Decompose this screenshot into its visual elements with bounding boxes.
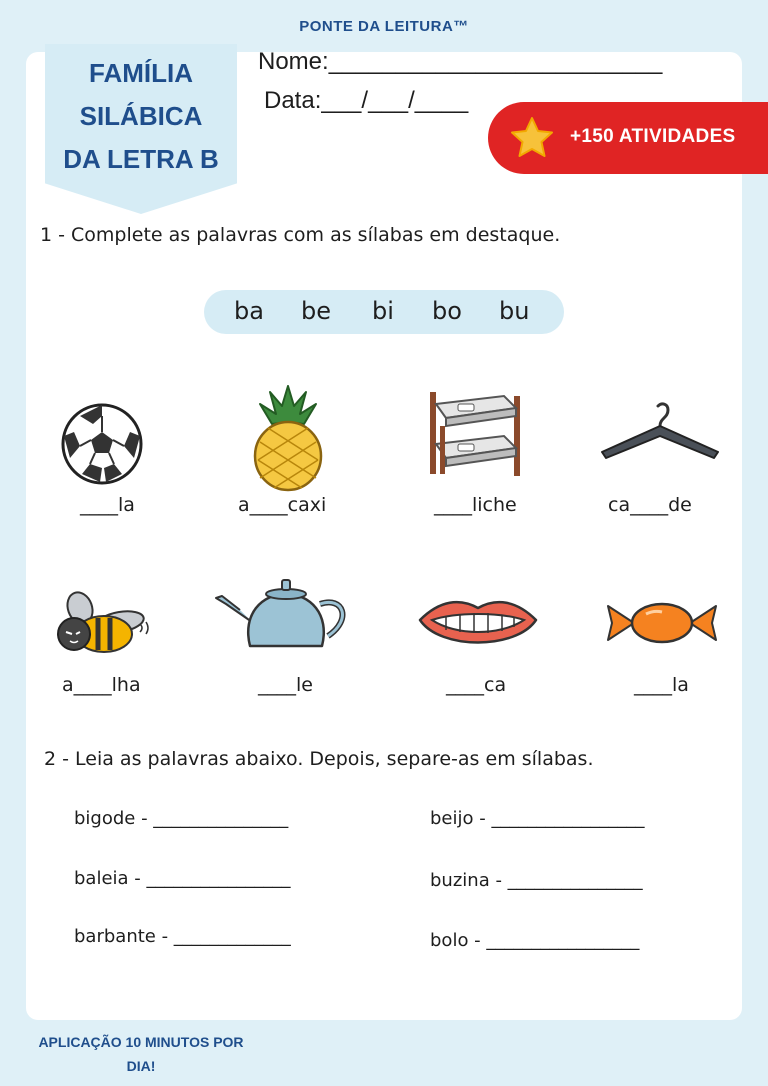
question-2-prompt: 2 - Leia as palavras abaixo. Depois, separe-as em sílabas. — [44, 748, 594, 770]
syllable-split-4[interactable]: buzina - _______________ — [430, 870, 643, 891]
footer-line-1: APLICAÇÃO 10 MINUTOS POR — [38, 1034, 244, 1050]
word-blank-7[interactable]: ____ca — [446, 674, 507, 696]
word-blank-8[interactable]: ____la — [634, 674, 689, 696]
bunk-bed-icon — [424, 386, 528, 478]
name-field[interactable]: Nome:_________________________ — [258, 48, 663, 75]
worksheet-title — [45, 52, 237, 181]
promo-label: +150 ATIVIDADES — [570, 126, 736, 147]
question-1-prompt: 1 - Complete as palavras com as sílabas em destaque. — [40, 224, 561, 246]
word-blank-3[interactable]: ____liche — [434, 494, 517, 516]
title-line-3: DA LETRA B — [63, 144, 219, 174]
syllable-be: be — [301, 297, 331, 325]
footer-note — [36, 1030, 246, 1078]
syllable-split-1[interactable]: bigode - _______________ — [74, 808, 289, 829]
word-blank-2[interactable]: a____caxi — [238, 494, 327, 516]
syllable-bank — [204, 290, 564, 334]
star-icon — [508, 114, 556, 162]
hanger-icon — [598, 398, 722, 462]
syllable-split-5[interactable]: barbante - _____________ — [74, 926, 291, 947]
bee-icon — [52, 588, 152, 660]
mouth-icon — [416, 592, 540, 656]
footer-line-2: DIA! — [126, 1058, 156, 1074]
title-line-1: FAMÍLIA — [89, 58, 193, 88]
syllable-bo: bo — [432, 297, 462, 325]
syllable-split-2[interactable]: beijo - _________________ — [430, 808, 645, 829]
syllable-split-6[interactable]: bolo - _________________ — [430, 930, 640, 951]
syllable-ba: ba — [234, 297, 264, 325]
date-field[interactable]: Data:___/___/____ — [264, 87, 469, 114]
word-blank-4[interactable]: ca____de — [608, 494, 692, 516]
brand-title: PONTE DA LEITURA™ — [299, 18, 469, 35]
promo-badge[interactable] — [488, 102, 768, 174]
word-blank-6[interactable]: ____le — [258, 674, 313, 696]
syllable-bi: bi — [372, 297, 394, 325]
title-line-2: SILÁBICA — [79, 101, 203, 131]
soccer-ball-icon — [60, 402, 144, 486]
syllable-split-3[interactable]: baleia - ________________ — [74, 868, 291, 889]
candy-icon — [604, 600, 720, 646]
word-blank-5[interactable]: a____lha — [62, 674, 141, 696]
word-blank-1[interactable]: ____la — [80, 494, 135, 516]
pineapple-icon — [248, 382, 328, 492]
syllable-bu: bu — [499, 297, 530, 325]
teapot-icon — [212, 574, 356, 654]
